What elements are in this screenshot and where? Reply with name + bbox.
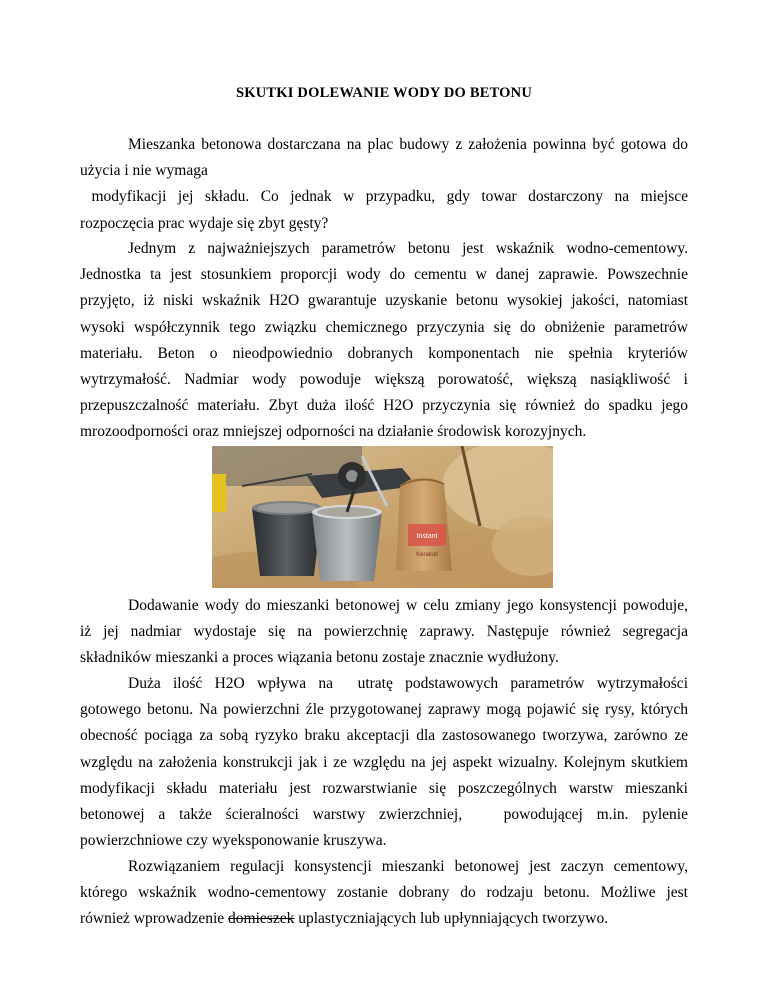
text-fragment: uplastyczniających lub upłynniających tworzywo.: [294, 910, 609, 928]
text-line: betonowej a także ścieralności warstwy zwierzchniej, powodującej m.in. pylenie: [80, 806, 688, 824]
text-line: użycia i nie wymaga: [80, 162, 208, 180]
paragraph-water-cement-ratio: [80, 236, 688, 446]
text-line: Rozwiązaniem regulacji konsystencji mieszanki betonowej jest zaczyn cementowy,: [128, 858, 688, 875]
text-line: rozpoczęcia prac wydaje się zbyt gęsty?: [80, 214, 329, 232]
text-line: Dodawanie wody do mieszanki betonowej w celu zmiany jego konsystencji powoduje,: [128, 597, 688, 614]
paragraph-strength-loss: [80, 671, 688, 854]
text-line: [80, 906, 688, 932]
text-line: iż jej nadmiar wydostaje się na powierzchnię zaprawy. Następuje również segregacja: [80, 623, 688, 641]
paragraph-adding-water: [80, 593, 688, 672]
text-line: obecność pociąga za sobą ryzyko braku akceptacji dla zastosowanego tworzywa, zarówno ze: [80, 727, 688, 745]
text-line: modyfikacji jej składu. Co jednak w przypadku, gdy towar dostarczony na miejsce: [80, 188, 688, 206]
text-line: Mieszanka betonowa dostarczana na plac budowy z założenia powinna być gotowa do: [128, 136, 688, 153]
text-line: Jednostka ta jest stosunkiem proporcji wody do cementu w danej zaprawie. Powszechnie: [80, 266, 688, 284]
bag-brand: Kerakoll: [416, 552, 438, 558]
text-line: którego wskaźnik wodno-cementowy zostanie dobrany do rodzaju betonu. Możliwe jest: [80, 884, 688, 902]
text-line: przyjęto, iż niski wskaźnik H2O gwarantuje uzyskanie betonu wysokiej jakości, natomiast: [80, 292, 688, 310]
document-title: SKUTKI DOLEWANIE WODY DO BETONU: [236, 85, 532, 101]
paragraph-intro: [80, 132, 688, 237]
text-line: składników mieszanki a proces wiązania betonu zostaje znacznie wydłużony.: [80, 649, 559, 667]
text-line: modyfikacji składu materiału jest rozwarstwianie się poszczególnych warstw mieszanki: [80, 779, 688, 797]
text-line: gotowego betonu. Na powierzchni źle przygotowanej zaprawy mogą pojawić się rysy, których: [80, 701, 688, 719]
text-line: wytrzymałość. Nadmiar wody powoduje większą porowatość, większą nasiąkliwość i: [80, 371, 688, 389]
bag-label: Instant: [416, 533, 438, 540]
text-line: powierzchniowe czy wyeksponowanie kruszywa.: [80, 832, 387, 850]
text-line: materiału. Beton o nieodpowiednio dobranych komponentach nie spełnia kryteriów: [80, 344, 688, 362]
text-line: przepuszczalność materiału. Zbyt duża ilość H2O przyczynia się również do spadku jego: [80, 397, 688, 415]
text-line: Jednym z najważniejszych parametrów betonu jest wskaźnik wodno-cementowy.: [128, 240, 688, 257]
struck-word: domieszek: [228, 910, 295, 928]
text-line: mrozoodporności oraz mniejszej odporności na działanie środowisk korozyjnych.: [80, 423, 587, 441]
paragraph-solution: [80, 854, 688, 933]
text-line: wysoki współczynnik tego związku chemicznego przyczynia się do obniżenie parametrów: [80, 318, 688, 336]
text-line: Duża ilość H2O wpływa na utratę podstawowych parametrów wytrzymałości: [128, 675, 688, 692]
construction-photo: [212, 446, 553, 588]
text-line: względu na założenia konstrukcji jak i ze względu na jej aspekt wizualny. Kolejnym skutkiem: [80, 753, 688, 771]
text-fragment: również wprowadzenie: [80, 910, 229, 928]
